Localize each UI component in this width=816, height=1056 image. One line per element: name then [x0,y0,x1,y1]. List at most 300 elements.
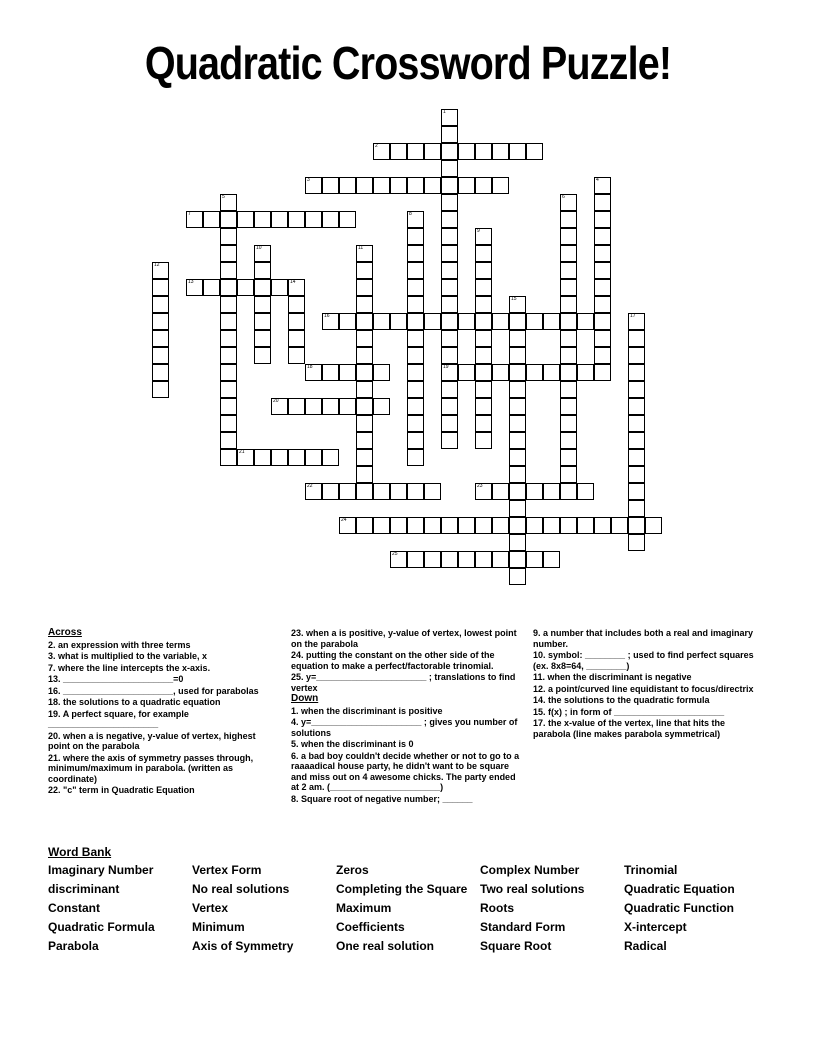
crossword-cell[interactable] [254,211,271,228]
crossword-cell[interactable] [322,211,339,228]
crossword-cell[interactable] [390,483,407,500]
crossword-cell[interactable] [407,245,424,262]
crossword-cell[interactable] [254,279,271,296]
crossword-cell[interactable] [458,177,475,194]
crossword-cell[interactable] [475,415,492,432]
clue-number: 15 [511,296,517,302]
clue-number: 13 [188,279,194,285]
crossword-cell[interactable] [441,279,458,296]
crossword-cell[interactable] [611,517,628,534]
crossword-cell[interactable] [407,415,424,432]
crossword-cell[interactable] [407,143,424,160]
crossword-cell[interactable] [407,432,424,449]
crossword-cell[interactable] [492,313,509,330]
clue-number: 13. [48,674,64,684]
crossword-cell[interactable] [441,347,458,364]
crossword-cell[interactable] [373,364,390,381]
crossword-cell[interactable] [305,449,322,466]
crossword-cell[interactable] [441,364,458,381]
crossword-cell[interactable] [628,364,645,381]
crossword-cell[interactable] [594,262,611,279]
crossword-cell[interactable] [475,279,492,296]
crossword-cell[interactable] [424,551,441,568]
across-clue [48,686,276,697]
clue-number: 17 [630,313,636,319]
crossword-cell[interactable] [509,500,526,517]
crossword-cell[interactable] [628,330,645,347]
word-bank-item: Coefficients [336,920,405,934]
crossword-cell[interactable] [220,296,237,313]
crossword-cell[interactable] [441,245,458,262]
crossword-cell[interactable] [492,364,509,381]
crossword-cell[interactable] [475,432,492,449]
crossword-cell[interactable] [628,415,645,432]
crossword-cell[interactable] [254,313,271,330]
crossword-cell[interactable] [390,313,407,330]
crossword-cell[interactable] [356,432,373,449]
crossword-cell[interactable] [509,449,526,466]
crossword-cell[interactable] [407,449,424,466]
crossword-cell[interactable] [254,449,271,466]
crossword-cell[interactable] [373,143,390,160]
word-bank-item: Roots [480,901,514,915]
crossword-cell[interactable] [509,364,526,381]
crossword-cell[interactable] [560,347,577,364]
crossword-cell[interactable] [254,347,271,364]
crossword-cell[interactable] [288,449,305,466]
crossword-cell[interactable] [594,296,611,313]
crossword-cell[interactable] [339,211,356,228]
crossword-cell[interactable] [407,313,424,330]
crossword-cell[interactable] [560,517,577,534]
crossword-cell[interactable] [407,551,424,568]
word-bank-item: No real solutions [192,882,290,896]
crossword-cell[interactable] [475,177,492,194]
crossword-cell[interactable] [560,313,577,330]
crossword-cell[interactable] [577,364,594,381]
crossword-cell[interactable] [509,398,526,415]
crossword-cell[interactable] [526,364,543,381]
crossword-cell[interactable] [339,364,356,381]
crossword-cell[interactable] [560,279,577,296]
crossword-cell[interactable] [356,177,373,194]
crossword-cell[interactable] [288,313,305,330]
crossword-cell[interactable] [305,364,322,381]
crossword-cell[interactable] [475,381,492,398]
crossword-cell[interactable] [203,211,220,228]
crossword-cell[interactable] [509,466,526,483]
crossword-cell[interactable] [577,517,594,534]
crossword-cell[interactable] [526,143,543,160]
crossword-cell[interactable] [526,551,543,568]
clue-number: 18 [307,364,313,370]
clue-number: 15. [533,706,549,717]
crossword-cell[interactable] [441,109,458,126]
crossword-cell[interactable] [271,449,288,466]
crossword-cell[interactable] [322,449,339,466]
crossword-cell[interactable] [390,143,407,160]
crossword-cell[interactable] [305,398,322,415]
crossword-cell[interactable] [407,517,424,534]
crossword-cell[interactable] [543,517,560,534]
crossword-cell[interactable] [390,551,407,568]
crossword-cell[interactable] [628,483,645,500]
crossword-cell[interactable] [628,432,645,449]
crossword-cell[interactable] [203,279,220,296]
crossword-cell[interactable] [475,517,492,534]
crossword-cell[interactable] [356,313,373,330]
crossword-cell[interactable] [560,211,577,228]
crossword-cell[interactable] [288,330,305,347]
crossword-cell[interactable] [560,364,577,381]
crossword-cell[interactable] [594,364,611,381]
crossword-cell[interactable] [475,296,492,313]
crossword-cell[interactable] [220,245,237,262]
crossword-cell[interactable] [152,347,169,364]
crossword-cell[interactable] [373,313,390,330]
crossword-cell[interactable] [441,143,458,160]
crossword-cell[interactable] [594,228,611,245]
crossword-cell[interactable] [594,517,611,534]
crossword-cell[interactable] [322,177,339,194]
crossword-cell[interactable] [220,194,237,211]
crossword-cell[interactable] [356,347,373,364]
crossword-cell[interactable] [322,398,339,415]
clue-number: 12. [533,683,549,694]
crossword-cell[interactable] [407,279,424,296]
crossword-cell[interactable] [543,364,560,381]
crossword-cell[interactable] [407,228,424,245]
crossword-cell[interactable] [594,211,611,228]
crossword-cell[interactable] [441,313,458,330]
crossword-cell[interactable] [628,500,645,517]
crossword-cell[interactable] [441,398,458,415]
clue-number: 2. [48,639,59,650]
crossword-cell[interactable] [441,228,458,245]
crossword-cell[interactable] [441,126,458,143]
crossword-cell[interactable] [441,296,458,313]
crossword-cell[interactable] [594,279,611,296]
clue-number: 5 [222,194,225,200]
crossword-cell[interactable] [492,483,509,500]
crossword-cell[interactable] [356,262,373,279]
crossword-cell[interactable] [594,313,611,330]
crossword-cell[interactable] [560,228,577,245]
crossword-cell[interactable] [322,483,339,500]
crossword-cell[interactable] [475,551,492,568]
clue-text: the solutions to the quadratic formula [548,695,710,705]
crossword-cell[interactable] [390,177,407,194]
down-clue [533,672,763,683]
crossword-cell[interactable] [509,517,526,534]
crossword-cell[interactable] [322,364,339,381]
crossword-cell[interactable] [509,551,526,568]
crossword-cell[interactable] [407,211,424,228]
crossword-cell[interactable] [390,517,407,534]
crossword-cell[interactable] [628,398,645,415]
word-bank-item: Quadratic Formula [48,920,155,934]
crossword-cell[interactable] [424,177,441,194]
crossword-cell[interactable] [220,262,237,279]
crossword-cell[interactable] [560,398,577,415]
crossword-cell[interactable] [475,364,492,381]
crossword-cell[interactable] [441,330,458,347]
crossword-cell[interactable] [441,432,458,449]
clue-text: putting the constant on the other side of the equation to make a perfect/factorable trinomial. [291,650,495,671]
crossword-cell[interactable] [492,177,509,194]
clue-number: 18. [48,697,64,707]
crossword-cell[interactable] [560,449,577,466]
crossword-cell[interactable] [509,330,526,347]
crossword-cell[interactable] [560,381,577,398]
crossword-cell[interactable] [288,211,305,228]
crossword-cell[interactable] [220,432,237,449]
crossword-cell[interactable] [220,381,237,398]
crossword-cell[interactable] [305,483,322,500]
crossword-cell[interactable] [441,381,458,398]
crossword-cell[interactable] [509,483,526,500]
crossword-cell[interactable] [254,262,271,279]
down-clue [291,706,523,717]
crossword-cell[interactable] [305,177,322,194]
crossword-cell[interactable] [475,228,492,245]
crossword-cell[interactable] [424,517,441,534]
crossword-cell[interactable] [526,517,543,534]
crossword-cell[interactable] [492,551,509,568]
crossword-cell[interactable] [458,517,475,534]
down-clue [291,717,523,738]
crossword-cell[interactable] [186,211,203,228]
crossword-cell[interactable] [560,245,577,262]
crossword-cell[interactable] [356,364,373,381]
crossword-cell[interactable] [628,534,645,551]
crossword-cell[interactable] [560,466,577,483]
crossword-cell[interactable] [220,330,237,347]
crossword-cell[interactable] [424,313,441,330]
crossword-cell[interactable] [220,211,237,228]
crossword-cell[interactable] [628,466,645,483]
crossword-cell[interactable] [594,245,611,262]
down-clue [533,684,763,695]
crossword-cell[interactable] [441,262,458,279]
crossword-cell[interactable] [407,347,424,364]
clue-text: y=______________________ ; translations to find vertex [291,672,516,693]
across-clue [48,663,276,674]
crossword-cell[interactable] [509,296,526,313]
crossword-cell[interactable] [356,483,373,500]
clue-number: 22 [307,483,313,489]
crossword-cell[interactable] [475,398,492,415]
crossword-cell[interactable] [441,551,458,568]
crossword-cell[interactable] [186,279,203,296]
crossword-cell[interactable] [560,432,577,449]
crossword-cell[interactable] [220,449,237,466]
crossword-cell[interactable] [543,551,560,568]
crossword-cell[interactable] [407,381,424,398]
crossword-cell[interactable] [152,364,169,381]
crossword-cell[interactable] [628,449,645,466]
crossword-cell[interactable] [594,330,611,347]
crossword-cell[interactable] [407,177,424,194]
crossword-cell[interactable] [356,245,373,262]
crossword-cell[interactable] [441,177,458,194]
crossword-cell[interactable] [509,415,526,432]
crossword-cell[interactable] [560,296,577,313]
crossword-cell[interactable] [407,364,424,381]
crossword-cell[interactable] [628,517,645,534]
crossword-cell[interactable] [356,296,373,313]
crossword-cell[interactable] [356,381,373,398]
clue-text: y=______________________ ; gives you number of solutions [291,717,518,738]
crossword-cell[interactable] [220,398,237,415]
crossword-cell[interactable] [509,313,526,330]
crossword-cell[interactable] [288,398,305,415]
crossword-cell[interactable] [526,483,543,500]
crossword-cell[interactable] [594,177,611,194]
crossword-cell[interactable] [560,415,577,432]
crossword-cell[interactable] [288,279,305,296]
word-bank-item: Vertex [192,901,229,915]
crossword-cell[interactable] [458,143,475,160]
crossword-cell[interactable] [339,398,356,415]
crossword-cell[interactable] [509,432,526,449]
crossword-cell[interactable] [560,330,577,347]
clue-text: ______________________=0 [63,674,184,684]
crossword-cell[interactable] [271,398,288,415]
crossword-cell[interactable] [475,330,492,347]
crossword-cell[interactable] [237,279,254,296]
crossword-cell[interactable] [424,483,441,500]
crossword-cell[interactable] [441,160,458,177]
crossword-cell[interactable] [577,483,594,500]
clue-number: 1 [443,109,446,115]
crossword-cell[interactable] [356,449,373,466]
crossword-cell[interactable] [645,517,662,534]
crossword-cell[interactable] [509,568,526,585]
crossword-cell[interactable] [560,483,577,500]
crossword-cell[interactable] [441,194,458,211]
crossword-cell[interactable] [152,313,169,330]
word-bank-item: Completing the Square [336,882,468,896]
crossword-cell[interactable] [305,211,322,228]
crossword-cell[interactable] [526,313,543,330]
crossword-cell[interactable] [492,517,509,534]
across-header: Across [48,627,82,638]
crossword-cell[interactable] [594,194,611,211]
crossword-cell[interactable] [441,517,458,534]
crossword-cell[interactable] [237,449,254,466]
down-clue [533,628,763,649]
word-bank-item: Complex Number [480,863,580,877]
crossword-cell[interactable] [407,398,424,415]
crossword-cell[interactable] [356,330,373,347]
word-bank-item: Quadratic Equation [624,882,735,896]
crossword-cell[interactable] [152,381,169,398]
crossword-cell[interactable] [220,364,237,381]
crossword-cell[interactable] [356,466,373,483]
crossword-cell[interactable] [339,483,356,500]
crossword-cell[interactable] [152,279,169,296]
crossword-cell[interactable] [407,262,424,279]
crossword-cell[interactable] [475,143,492,160]
crossword-cell[interactable] [271,211,288,228]
crossword-cell[interactable] [237,211,254,228]
across-clue [291,650,523,671]
crossword-cell[interactable] [475,483,492,500]
crossword-cell[interactable] [373,483,390,500]
crossword-cell[interactable] [628,313,645,330]
crossword-cell[interactable] [543,313,560,330]
crossword-cell[interactable] [594,347,611,364]
crossword-cell[interactable] [220,347,237,364]
crossword-cell[interactable] [356,398,373,415]
crossword-cell[interactable] [458,364,475,381]
crossword-cell[interactable] [475,262,492,279]
across-clue [48,709,276,730]
crossword-cell[interactable] [509,347,526,364]
crossword-cell[interactable] [339,517,356,534]
crossword-cell[interactable] [288,296,305,313]
crossword-cell[interactable] [509,381,526,398]
crossword-cell[interactable] [577,313,594,330]
crossword-cell[interactable] [560,262,577,279]
crossword-cell[interactable] [543,483,560,500]
crossword-cell[interactable] [509,534,526,551]
crossword-cell[interactable] [492,143,509,160]
crossword-cell[interactable] [322,313,339,330]
crossword-cell[interactable] [152,330,169,347]
crossword-cell[interactable] [475,347,492,364]
crossword-cell[interactable] [407,330,424,347]
crossword-cell[interactable] [424,143,441,160]
crossword-cell[interactable] [628,381,645,398]
crossword-cell[interactable] [254,330,271,347]
crossword-cell[interactable] [560,194,577,211]
crossword-cell[interactable] [220,313,237,330]
crossword-cell[interactable] [373,398,390,415]
crossword-cell[interactable] [475,245,492,262]
crossword-cell[interactable] [220,279,237,296]
crossword-cell[interactable] [628,347,645,364]
crossword-cell[interactable] [356,279,373,296]
crossword-cell[interactable] [373,517,390,534]
crossword-cell[interactable] [152,296,169,313]
crossword-cell[interactable] [509,143,526,160]
crossword-cell[interactable] [254,245,271,262]
crossword-cell[interactable] [271,279,288,296]
crossword-cell[interactable] [407,483,424,500]
crossword-cell[interactable] [220,415,237,432]
crossword-cell[interactable] [339,177,356,194]
word-bank-item: discriminant [48,882,120,896]
crossword-cell[interactable] [152,262,169,279]
crossword-cell[interactable] [441,415,458,432]
crossword-cell[interactable] [356,517,373,534]
crossword-cell[interactable] [458,313,475,330]
crossword-cell[interactable] [458,551,475,568]
crossword-cell[interactable] [288,347,305,364]
crossword-cell[interactable] [407,296,424,313]
down-clue [533,650,763,671]
crossword-cell[interactable] [373,177,390,194]
crossword-cell[interactable] [254,296,271,313]
crossword-cell[interactable] [475,313,492,330]
crossword-cell[interactable] [220,228,237,245]
crossword-cell[interactable] [339,313,356,330]
clue-number: 22. [48,785,64,795]
crossword-cell[interactable] [441,211,458,228]
crossword-cell[interactable] [356,415,373,432]
